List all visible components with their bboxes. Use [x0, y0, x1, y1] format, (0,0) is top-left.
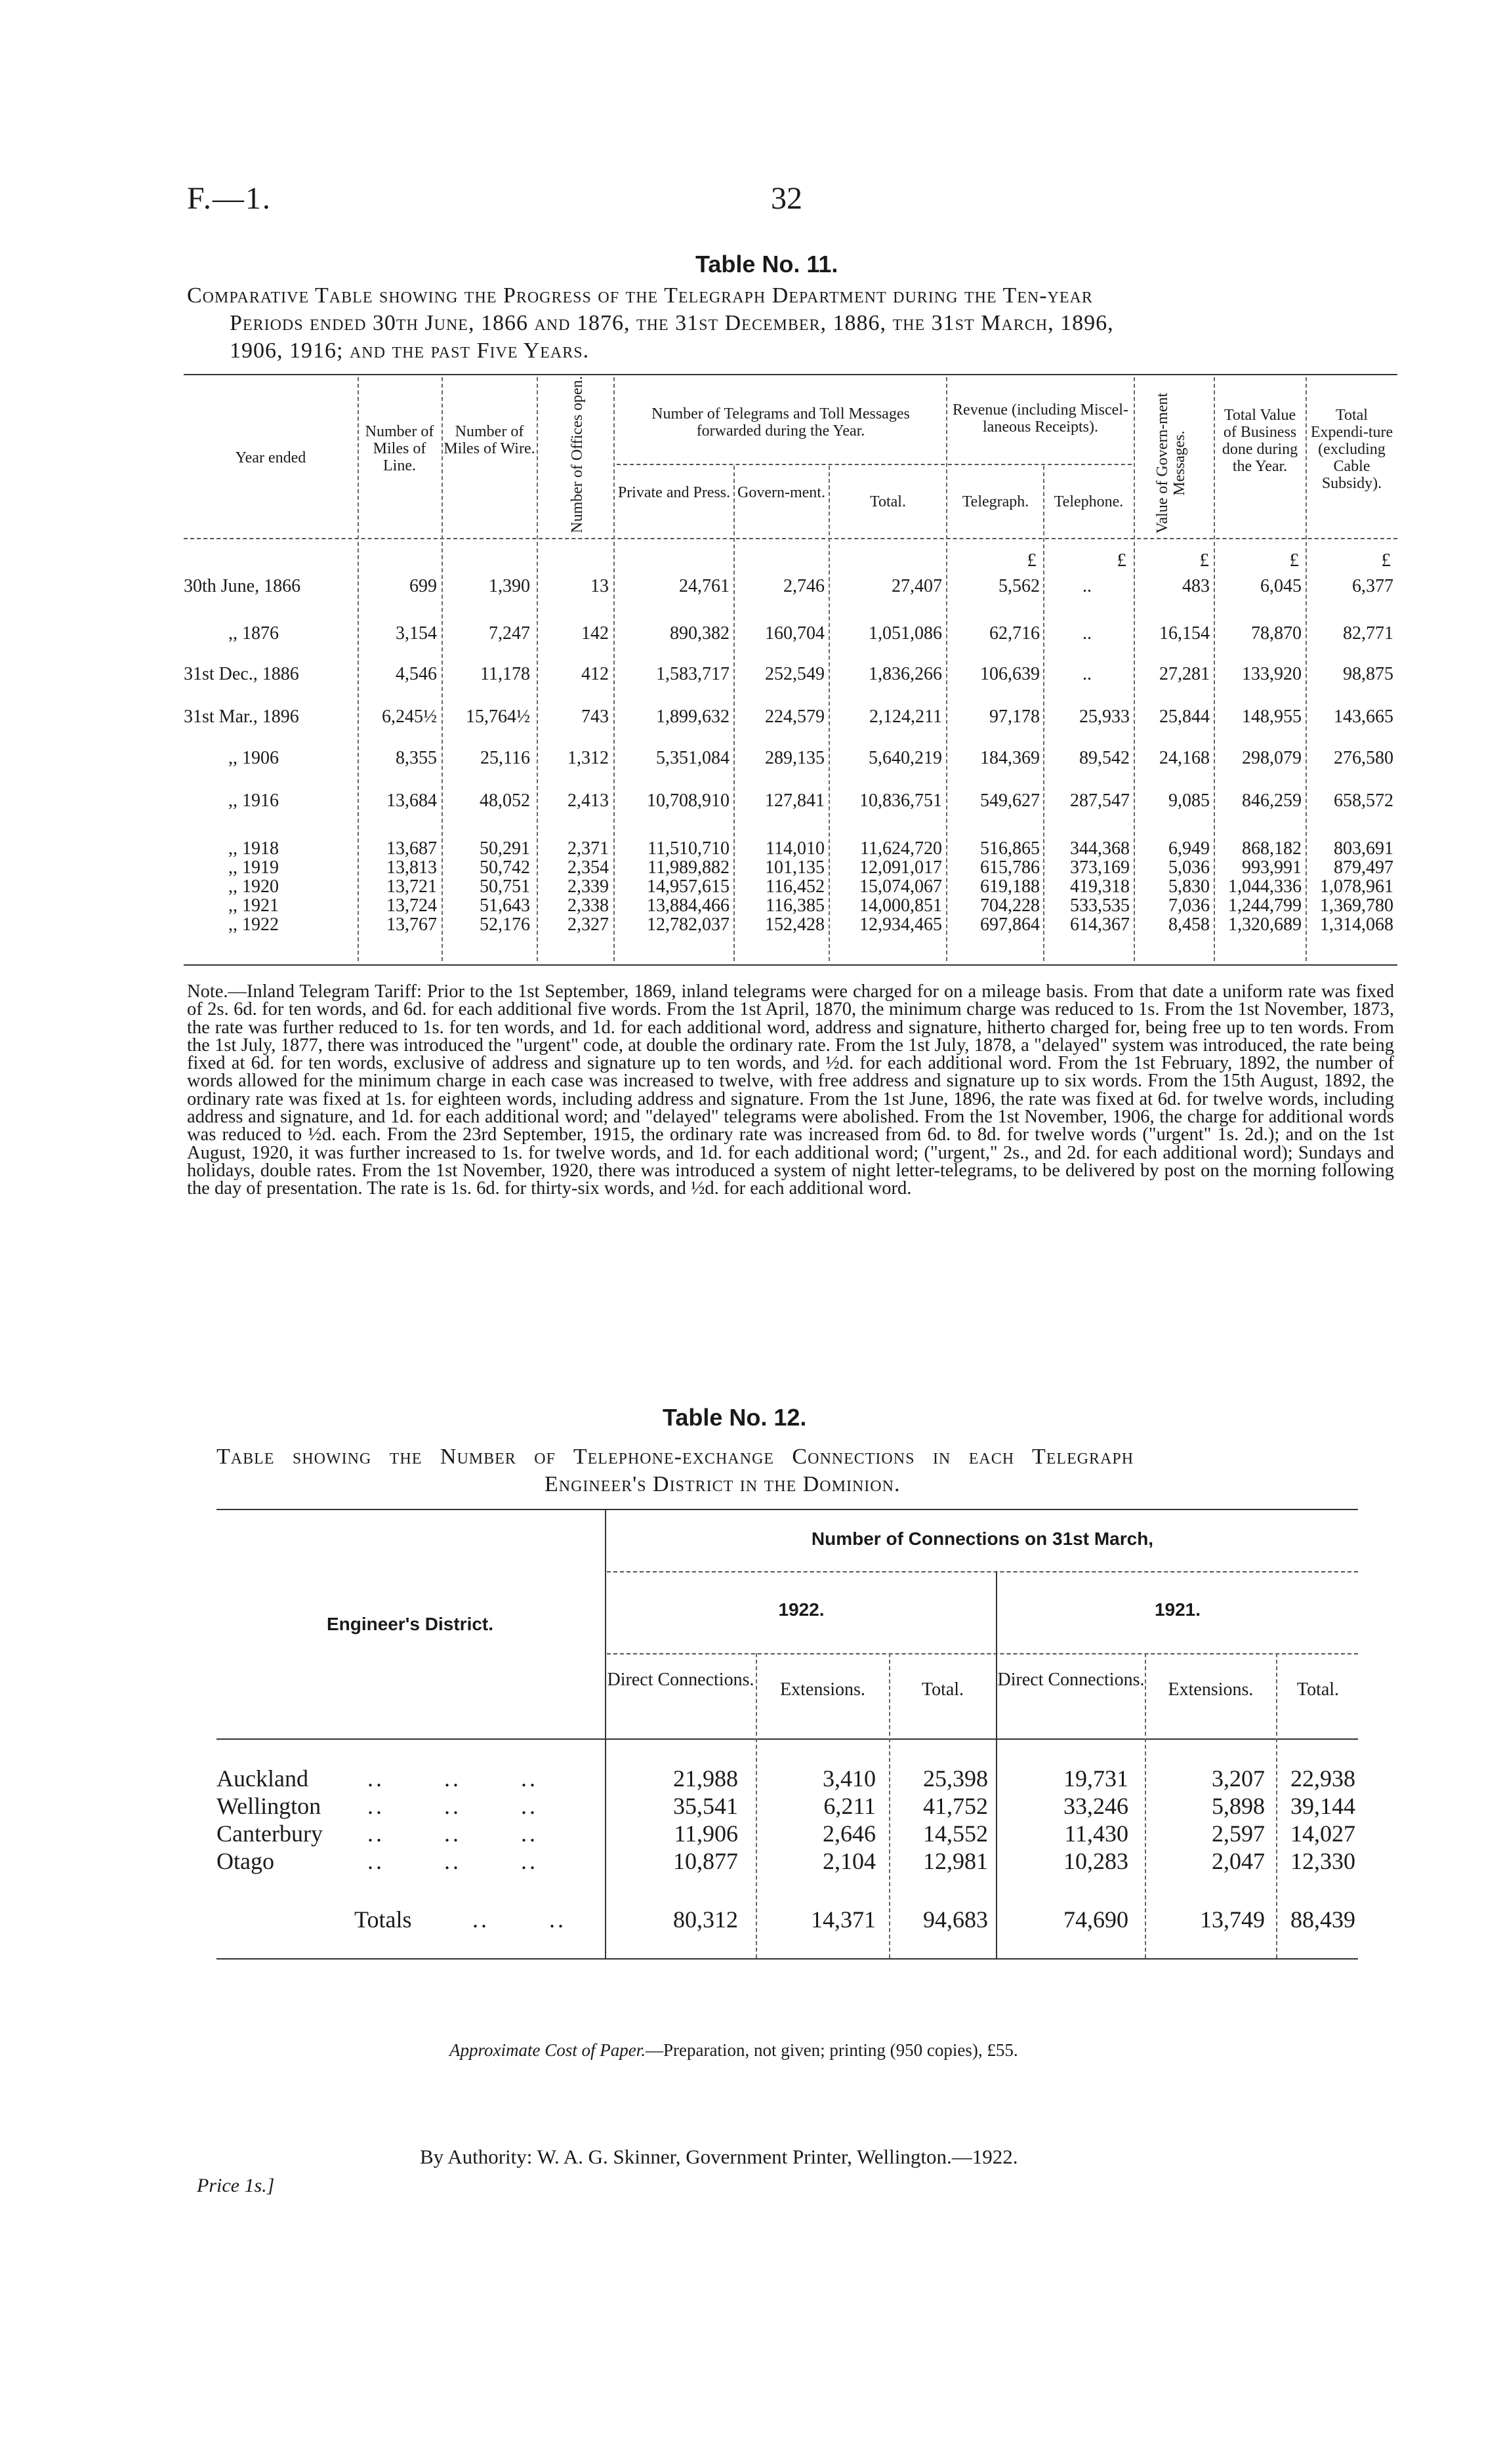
- header-miles-line: Number of Miles of Line.: [365, 423, 434, 474]
- leader-dots: .. .. ..: [367, 1765, 538, 1792]
- table11-cell-private: 10,708,910: [647, 791, 730, 811]
- table11-cell-offices: 2,354: [567, 857, 609, 878]
- revenue-group-rule: [948, 464, 1132, 465]
- table11-cell-private: 24,761: [679, 576, 730, 596]
- table11-cell-offices: 743: [581, 707, 609, 727]
- header-direct-1921: Direct Connections.: [997, 1670, 1145, 1690]
- table12-cell-t22: 41,752: [923, 1793, 988, 1819]
- table11-cell-offices: 2,327: [567, 914, 609, 935]
- table11-cell-total: 5,640,219: [869, 748, 942, 768]
- table11-cell-gov_value: 16,154: [1159, 623, 1210, 644]
- table12-cell-t22: 14,552: [923, 1820, 988, 1847]
- table11-cell-business: 1,244,799: [1228, 895, 1302, 916]
- table11-cell-expenditure: 6,377: [1352, 576, 1393, 596]
- table11-cell-total: 12,091,017: [859, 857, 942, 878]
- table11-cell-business: 1,320,689: [1228, 914, 1302, 935]
- table11-cell-private: 1,899,632: [656, 707, 730, 727]
- table11-cell-private: 5,351,084: [656, 748, 730, 768]
- table12-cell-t21: 22,938: [1290, 1765, 1355, 1792]
- header-miles-wire: Number of Miles of Wire.: [443, 423, 535, 457]
- table11-cell-gov_value: 6,949: [1168, 838, 1210, 859]
- table11-header-rule: [184, 538, 1397, 539]
- table11-cell-expenditure: 1,078,961: [1320, 876, 1393, 897]
- table11-cell-gov_value: 483: [1182, 576, 1210, 596]
- table11-cell-year: 31st Mar., 1896: [184, 707, 299, 727]
- table11-cell-expenditure: 1,314,068: [1320, 914, 1393, 935]
- table12-cell-d21: 19,731: [1063, 1765, 1128, 1792]
- price-label: Price 1s.]: [197, 2175, 275, 2196]
- district-name: Wellington: [216, 1793, 321, 1819]
- table11-cell-telegraph: 516,865: [980, 838, 1040, 859]
- table11-cell-line: 13,813: [386, 857, 437, 878]
- table11-cell-year: ,, 1906: [228, 748, 279, 768]
- table11-cell-wire: 52,176: [480, 914, 530, 935]
- table12-header-rule: [216, 1738, 1358, 1740]
- table12-cell-e21: 3,207: [1212, 1765, 1265, 1792]
- header-ext-1922: Extensions.: [780, 1679, 865, 1700]
- table11-cell-govt: 101,135: [765, 857, 825, 878]
- table11-cell-govt: 116,385: [766, 895, 825, 916]
- cost-text: —Preparation, not given; printing (950 copies), £55.: [645, 2040, 1018, 2060]
- table11-cell-year: ,, 1922: [228, 914, 279, 935]
- authority-line: By Authority: W. A. G. Skinner, Government Printer, Wellington.—1922.: [420, 2145, 1018, 2168]
- table11-cell-total: 1,836,266: [869, 664, 942, 684]
- table11-cell-govt: 114,010: [766, 838, 825, 859]
- table12-top-rule: [216, 1509, 1358, 1510]
- table11-cell-gov_value: 5,830: [1168, 876, 1210, 897]
- table11-cell-business: 846,259: [1242, 791, 1302, 811]
- header-telegraph: Telegraph.: [962, 493, 1029, 510]
- table11-cell-expenditure: 143,665: [1334, 707, 1393, 727]
- table12-cell-t22: 25,398: [923, 1765, 988, 1792]
- table11-cell-telephone: 419,318: [1070, 876, 1130, 897]
- header-total: Total.: [870, 493, 906, 510]
- header-year-1921: 1921.: [1154, 1599, 1201, 1620]
- table11-cell-wire: 1,390: [489, 576, 530, 596]
- table11-cell-business: 993,991: [1242, 857, 1302, 878]
- table12-total-t21: 88,439: [1290, 1906, 1355, 1933]
- header-gov-value: Value of Govern-ment Messages.: [1154, 392, 1188, 534]
- table11-cell-total: 27,407: [892, 576, 942, 596]
- header-government: Govern-ment.: [737, 484, 825, 501]
- table11-cell-offices: 13: [590, 576, 609, 596]
- table11-cell-telegraph: 62,716: [989, 623, 1040, 644]
- table12-title: Table No. 12.: [663, 1404, 807, 1431]
- header-telegrams-group: Number of Telegrams and Toll Messages forwarded during the Year.: [651, 405, 910, 440]
- table11-cell-telegraph: 697,864: [980, 914, 1040, 935]
- table11-cell-business: 298,079: [1242, 748, 1302, 768]
- table11-cell-wire: 15,764½: [466, 707, 530, 727]
- table11-cell-govt: 252,549: [765, 664, 825, 684]
- header-district: Engineer's District.: [326, 1614, 494, 1634]
- table11-cell-offices: 1,312: [567, 748, 609, 768]
- table11-cell-expenditure: 658,572: [1334, 791, 1393, 811]
- table11-cell-year: 31st Dec., 1886: [184, 664, 299, 684]
- table11-cell-private: 13,884,466: [647, 895, 730, 916]
- table11-cell-private: 890,382: [670, 623, 730, 644]
- table11-cell-total: 10,836,751: [859, 791, 942, 811]
- table11-cell-line: 8,355: [396, 748, 437, 768]
- table11-cell-gov_value: 9,085: [1168, 791, 1210, 811]
- table11-cell-wire: 25,116: [480, 748, 530, 768]
- table11-cell-telegraph: 615,786: [980, 857, 1040, 878]
- leader-dots: .. ..: [472, 1906, 566, 1933]
- table11-cell-business: 148,955: [1242, 707, 1302, 727]
- table12-cell-d21: 33,246: [1063, 1793, 1128, 1819]
- table12-bottom-rule: [216, 1958, 1358, 1960]
- table11-cell-telephone: 344,368: [1070, 838, 1130, 859]
- table11-cell-telephone: ..: [1082, 576, 1092, 596]
- table11-cell-private: 11,510,710: [648, 838, 730, 859]
- header-private: Private and Press.: [617, 484, 731, 501]
- table11-cell-year: ,, 1918: [228, 838, 279, 859]
- table11-cell-total: 14,000,851: [859, 895, 942, 916]
- table11-cell-govt: 160,704: [765, 623, 825, 644]
- table12-cell-e22: 6,211: [823, 1793, 876, 1819]
- table11-cell-gov_value: 7,036: [1168, 895, 1210, 916]
- table11-cell-private: 14,957,615: [647, 876, 730, 897]
- table11-cell-wire: 11,178: [480, 664, 530, 684]
- table12-caption-line2: Engineer's District in the Dominion.: [545, 1472, 901, 1496]
- table11-cell-wire: 51,643: [480, 895, 530, 916]
- table12-cell-e22: 2,646: [823, 1820, 876, 1847]
- table12-cell-e21: 2,047: [1212, 1848, 1265, 1874]
- table11-cell-total: 15,074,067: [859, 876, 942, 897]
- table12-total-d21: 74,690: [1063, 1906, 1128, 1933]
- table11-cell-telephone: 25,933: [1079, 707, 1130, 727]
- table11-cell-telephone: ..: [1082, 623, 1092, 644]
- table11-cell-total: 12,934,465: [859, 914, 942, 935]
- table11-cell-telephone: 89,542: [1079, 748, 1130, 768]
- table12-cell-e21: 5,898: [1212, 1793, 1265, 1819]
- table11-cell-line: 13,724: [386, 895, 437, 916]
- table11-title: Table No. 11.: [695, 251, 838, 277]
- table11-cell-telegraph: 704,228: [980, 895, 1040, 916]
- table11-cell-business: 133,920: [1242, 664, 1302, 684]
- table11-cell-expenditure: 82,771: [1343, 623, 1393, 644]
- header-business: Total Value of Business done during the Year.: [1222, 407, 1298, 475]
- header-offices: Number of Offices open.: [569, 376, 586, 533]
- table11-cell-offices: 2,371: [567, 838, 609, 859]
- table11-cell-expenditure: 1,369,780: [1320, 895, 1393, 916]
- table11-cell-total: 1,051,086: [869, 623, 942, 644]
- table11-cell-govt: 152,428: [765, 914, 825, 935]
- table11-cell-offices: 2,339: [567, 876, 609, 897]
- currency-telegraph: £: [1027, 550, 1037, 571]
- header-total-1921: Total.: [1296, 1679, 1340, 1700]
- table11-bottom-rule: [184, 964, 1397, 966]
- table11-caption-line2: Periods ended 30th June, 1866 and 1876, the 31st December, 1886, the 31st March, 1896,: [230, 311, 1114, 335]
- leader-dots: .. .. ..: [367, 1793, 538, 1819]
- header-year-ended: Year ended: [235, 449, 306, 466]
- table11-cell-offices: 412: [581, 664, 609, 684]
- currency-gov-value: £: [1199, 550, 1209, 571]
- header-revenue-group: Revenue (including Miscel-laneous Receipts).: [953, 401, 1128, 436]
- table11-cell-year: ,, 1920: [228, 876, 279, 897]
- table11-cell-telegraph: 97,178: [989, 707, 1040, 727]
- table11-caption-line3: 1906, 1916; and the past Five Years.: [230, 339, 590, 363]
- table11-cell-govt: 224,579: [765, 707, 825, 727]
- table12-caption-line1: Table showing the Number of Telephone-exchange Connections in each Telegraph: [216, 1445, 1134, 1469]
- table11-cell-gov_value: 5,036: [1168, 857, 1210, 878]
- table11-cell-business: 1,044,336: [1228, 876, 1302, 897]
- header-year-1922: 1922.: [778, 1599, 825, 1620]
- table11-top-rule: [184, 374, 1397, 375]
- table12-total-e21: 13,749: [1200, 1906, 1265, 1933]
- table11-cell-line: 13,721: [386, 876, 437, 897]
- table11-cell-line: 13,684: [386, 791, 437, 811]
- table11-cell-private: 12,782,037: [647, 914, 730, 935]
- cost-label: Approximate Cost of Paper.: [449, 2040, 646, 2060]
- table12-cell-d21: 10,283: [1063, 1848, 1128, 1874]
- table11-cell-telephone: 614,367: [1070, 914, 1130, 935]
- district-name: Canterbury: [216, 1820, 323, 1847]
- table11-cell-year: ,, 1919: [228, 857, 279, 878]
- table11-cell-telephone: ..: [1082, 664, 1092, 684]
- table11-cell-telegraph: 549,627: [980, 791, 1040, 811]
- table11-cell-telegraph: 184,369: [980, 748, 1040, 768]
- table11-cell-govt: 127,841: [765, 791, 825, 811]
- table12-total-e22: 14,371: [811, 1906, 876, 1933]
- cost-note: [449, 2040, 1018, 2061]
- totals-label: Totals: [354, 1906, 412, 1933]
- tariff-note: Note.—Inland Telegram Tariff: Prior to the 1st September, 1869, inland telegrams were charged for on a mileage basis. From that date a uniform rate was fixed of 2s. 6d. for ten words, and 6d. for each additional five words. From the 1st April, 1870, the minimum charge was reduced to 1s. From the 1st November, 1873, the rate was further reduced to 1s. for ten words, and 1d. for each additional word, address and signature, hitherto charged for, being free up to ten words. From the 1st July, 1877, there was introduced the "urgent" code, at double the ordinary rate. From the 1st July, 1878, a "delayed" system was introduced, the rate being fixed at 6d. for ten words, exclusive of address and signature up to ten words, and ½d. for each additional word. From the 1st February, 1892, the number of words allowed for the minimum charge in each case was increased to twelve, with free address and signature up to six words. From the 15th August, 1892, the ordinary rate was fixed at 1s. for eighteen words, including address and signature. From the 1st June, 1896, the rate was fixed at 6d. for twelve words, including address and signature, and 1d. for each additional word; and "delayed" telegrams were abolished. From the 1st November, 1906, the charge for additional words was reduced to ½d. each. From the 23rd September, 1915, the ordinary rate was increased from 6d. to 8d. for twelve words ("urgent" 1s. 2d.); and on the 1st August, 1920, it was further increased to 1s. for twelve words, and 1d. for each additional word; ("urgent," 2s., and 2d. for each additional word); Sundays and holidays, double rates. From the 1st November, 1920, there was introduced a system of night letter-telegrams, to be delivered by post on the morning following the day of presentation. The rate is 1s. 6d. for thirty-six words, and ½d. for each additional word.: [187, 981, 1394, 1199]
- table11-cell-business: 6,045: [1260, 576, 1302, 596]
- table11-cell-expenditure: 803,691: [1334, 838, 1393, 859]
- table12-cell-d22: 35,541: [673, 1793, 738, 1819]
- table12-cell-d22: 11,906: [674, 1820, 738, 1847]
- table12-cell-e22: 3,410: [823, 1765, 876, 1792]
- table11-cell-private: 11,989,882: [648, 857, 730, 878]
- table11-cell-business: 78,870: [1251, 623, 1302, 644]
- currency-expenditure: £: [1381, 550, 1391, 571]
- district-name: Otago: [216, 1848, 274, 1874]
- table11-cell-year: ,, 1876: [228, 623, 279, 644]
- table11-cell-telephone: 533,535: [1070, 895, 1130, 916]
- table11-cell-telephone: 373,169: [1070, 857, 1130, 878]
- table12-cell-d21: 11,430: [1064, 1820, 1128, 1847]
- table11-cell-govt: 2,746: [783, 576, 825, 596]
- table11-cell-wire: 50,742: [480, 857, 530, 878]
- table11-cell-business: 868,182: [1242, 838, 1302, 859]
- telegrams-group-rule: [617, 464, 945, 465]
- table11-cell-gov_value: 27,281: [1159, 664, 1210, 684]
- page-number: 32: [771, 181, 802, 216]
- table11-cell-gov_value: 24,168: [1159, 748, 1210, 768]
- header-ext-1921: Extensions.: [1168, 1679, 1254, 1700]
- table11-cell-offices: 2,338: [567, 895, 609, 916]
- table12-total-d22: 80,312: [673, 1906, 738, 1933]
- table11-cell-expenditure: 276,580: [1334, 748, 1393, 768]
- table11-cell-expenditure: 98,875: [1343, 664, 1393, 684]
- table11-cell-line: 699: [409, 576, 437, 596]
- table11-cell-offices: 142: [581, 623, 609, 644]
- table11-cell-offices: 2,413: [567, 791, 609, 811]
- leader-dots: .. .. ..: [367, 1848, 538, 1874]
- header-expenditure: Total Expendi-ture (excluding Cable Subsidy).: [1310, 407, 1393, 492]
- table12-cell-d22: 10,877: [673, 1848, 738, 1874]
- table11-caption-line1: Comparative Table showing the Progress of the Telegraph Department during the Ten-year: [187, 283, 1093, 308]
- header-telephone: Telephone.: [1054, 493, 1124, 510]
- table11-cell-govt: 116,452: [766, 876, 825, 897]
- table11-cell-gov_value: 8,458: [1168, 914, 1210, 935]
- table11-cell-private: 1,583,717: [656, 664, 730, 684]
- header-total-1922: Total.: [921, 1679, 964, 1700]
- table11-cell-total: 11,624,720: [860, 838, 942, 859]
- table11-cell-year: 30th June, 1866: [184, 576, 301, 596]
- table11-cell-line: 4,546: [396, 664, 437, 684]
- table11-cell-total: 2,124,211: [869, 707, 942, 727]
- leader-dots: .. .. ..: [367, 1820, 538, 1847]
- table11-cell-line: 6,245½: [382, 707, 437, 727]
- table11-cell-year: ,, 1916: [228, 791, 279, 811]
- table11-cell-gov_value: 25,844: [1159, 707, 1210, 727]
- currency-business: £: [1289, 550, 1299, 571]
- table11-cell-telegraph: 106,639: [980, 664, 1040, 684]
- currency-telephone: £: [1117, 550, 1126, 571]
- table11-cell-line: 3,154: [396, 623, 437, 644]
- table11-cell-govt: 289,135: [765, 748, 825, 768]
- header-connections-group: Number of Connections on 31st March,: [811, 1529, 1154, 1549]
- district-name: Auckland: [216, 1765, 308, 1792]
- table12-cell-t22: 12,981: [923, 1848, 988, 1874]
- table12-cell-t21: 12,330: [1290, 1848, 1355, 1874]
- table11-cell-wire: 50,291: [480, 838, 530, 859]
- table11-cell-telephone: 287,547: [1070, 791, 1130, 811]
- header-direct-1922: Direct Connections.: [607, 1670, 754, 1690]
- table12-cell-t21: 39,144: [1290, 1793, 1355, 1819]
- table12-cell-e22: 2,104: [823, 1848, 876, 1874]
- table11-cell-telegraph: 619,188: [980, 876, 1040, 897]
- table11-cell-line: 13,687: [386, 838, 437, 859]
- table12-cell-e21: 2,597: [1212, 1820, 1265, 1847]
- series-label: F.—1.: [187, 181, 272, 216]
- table12-total-t22: 94,683: [923, 1906, 988, 1933]
- table11-cell-year: ,, 1921: [228, 895, 279, 916]
- table11-cell-expenditure: 879,497: [1334, 857, 1393, 878]
- table11-cell-wire: 50,751: [480, 876, 530, 897]
- table11-cell-wire: 48,052: [480, 791, 530, 811]
- table11-cell-line: 13,767: [386, 914, 437, 935]
- table11-cell-wire: 7,247: [489, 623, 530, 644]
- table12-cell-t21: 14,027: [1290, 1820, 1355, 1847]
- table11-cell-telegraph: 5,562: [999, 576, 1040, 596]
- table12-cell-d22: 21,988: [673, 1765, 738, 1792]
